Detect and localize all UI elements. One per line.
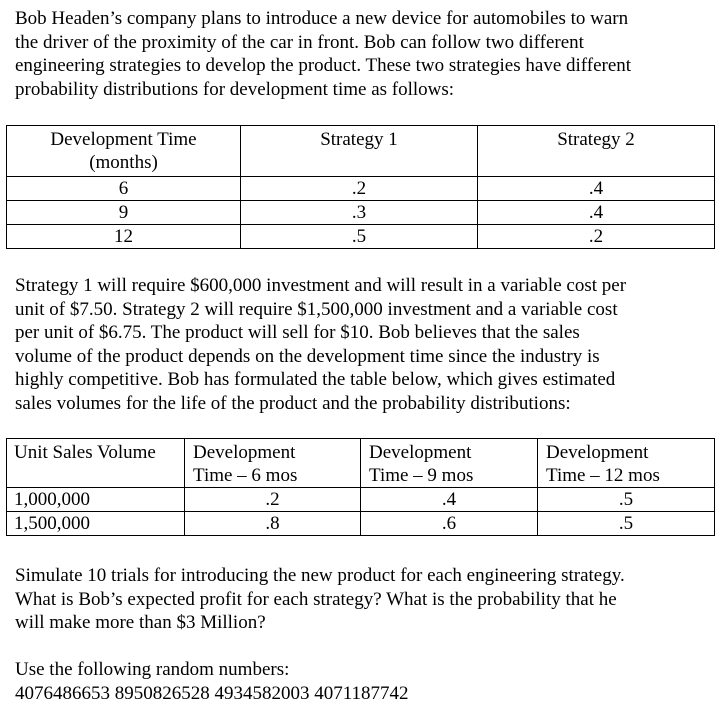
table-cell: .8	[185, 512, 361, 536]
question-line: will make more than $3 Million?	[15, 612, 266, 633]
header-dev-time-6	[185, 439, 361, 488]
intro-line: Bob Headen’s company plans to introduce a new device for automobiles to warn	[15, 8, 629, 29]
header-line: (months)	[89, 152, 158, 173]
table-row	[7, 201, 715, 225]
strategy-line: per unit of $6.75. The product will sell for $10. Bob believes that the sales	[15, 322, 580, 343]
random-numbers-block	[15, 658, 715, 705]
intro-line: the driver of the proximity of the car in front. Bob can follow two different	[15, 31, 584, 53]
intro-line: engineering strategies to develop the product. These two strategies have different	[15, 55, 632, 76]
table-cell: .5	[538, 488, 715, 512]
random-numbers-values: 4076486653 8950826528 4934582003 4071187742	[15, 682, 409, 704]
table-cell: .5	[538, 512, 715, 536]
strategy-line: highly competitive. Bob has formulated the table below, which gives estimated	[15, 369, 616, 390]
table-cell: 1,000,000	[7, 488, 185, 512]
development-time-table	[6, 125, 715, 249]
header-dev-time-12	[538, 439, 715, 488]
strategy-line: sales volumes for the life of the product and the probability distributions:	[15, 392, 571, 414]
intro-line: probability distributions for development time as follows:	[15, 78, 455, 100]
random-numbers-label: Use the following random numbers:	[15, 659, 290, 680]
header-strategy-1: Strategy 1	[241, 126, 478, 177]
header-line: Development	[369, 442, 472, 463]
table-cell: 1,500,000	[7, 512, 185, 536]
table-header-row	[7, 126, 715, 177]
table-cell: .2	[478, 225, 715, 249]
table-header-row	[7, 439, 715, 488]
table-cell: .4	[478, 201, 715, 225]
strategy-line: unit of $7.50. Strategy 2 will require $1,500,000 investment and a variable cost	[15, 298, 618, 320]
header-line: Time – 12 mos	[546, 465, 660, 486]
table-cell: .4	[478, 177, 715, 201]
intro-paragraph	[15, 7, 715, 101]
question-paragraph	[15, 564, 715, 635]
table-cell: 6	[7, 177, 241, 201]
header-line: Development	[193, 442, 296, 463]
header-line: Time – 6 mos	[193, 465, 298, 486]
header-strategy-2: Strategy 2	[478, 126, 715, 177]
question-line: Simulate 10 trials for introducing the new product for each engineering strategy.	[15, 565, 625, 586]
header-unit-sales-volume	[7, 439, 185, 488]
table-row	[7, 512, 715, 536]
sales-volume-table	[6, 438, 715, 536]
table-row	[7, 225, 715, 249]
table-cell: .3	[241, 201, 478, 225]
strategy-line: volume of the product depends on the development time since the industry is	[15, 345, 600, 367]
header-line: Development	[546, 442, 649, 463]
header-line: Time – 9 mos	[369, 465, 474, 486]
strategy-paragraph	[15, 274, 715, 415]
table-cell: 9	[7, 201, 241, 225]
question-line: What is Bob’s expected profit for each strategy? What is the probability that he	[15, 588, 617, 610]
header-line: Development Time	[50, 129, 197, 150]
table-cell: .2	[241, 177, 478, 201]
table-cell: .2	[185, 488, 361, 512]
table-cell: .6	[361, 512, 538, 536]
strategy-line: Strategy 1 will require $600,000 investment and will result in a variable cost per	[15, 275, 627, 296]
table-row	[7, 177, 715, 201]
table-cell: .4	[361, 488, 538, 512]
header-line: Unit Sales Volume	[14, 442, 156, 463]
table-cell: 12	[7, 225, 241, 249]
table-row	[7, 488, 715, 512]
header-development-time	[7, 126, 241, 177]
header-dev-time-9	[361, 439, 538, 488]
table-cell: .5	[241, 225, 478, 249]
